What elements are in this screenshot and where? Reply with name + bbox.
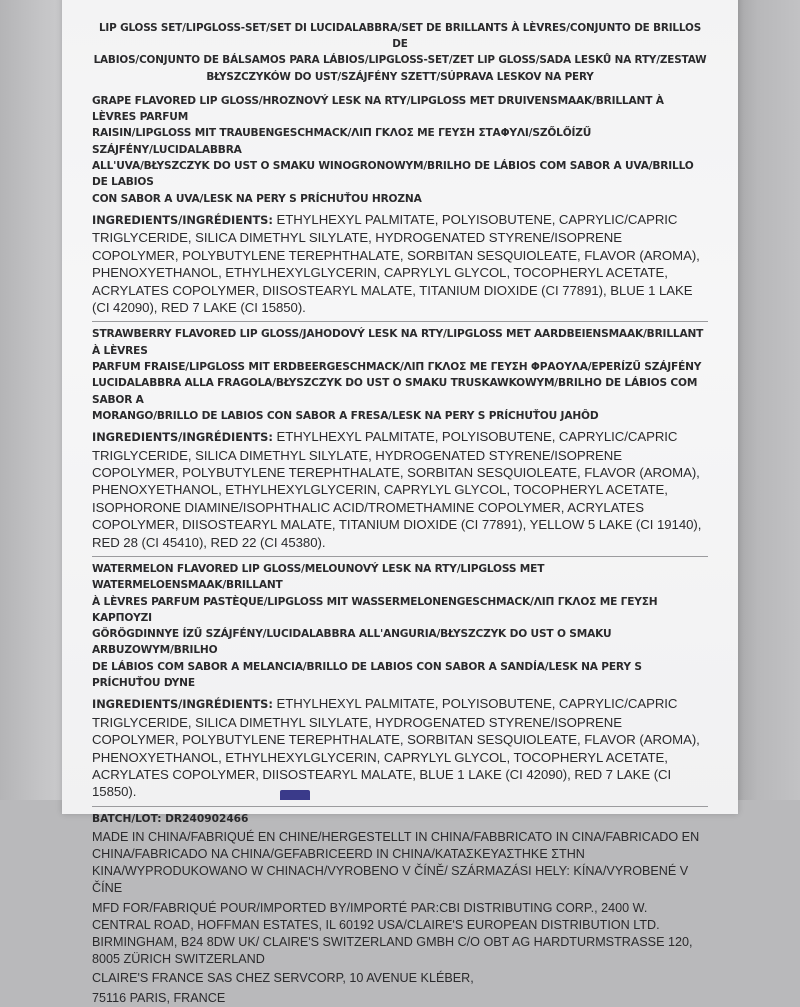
flavor-line: DE LÁBIOS COM SABOR A MELANCIA/BRILLO DE LABIOS CON SABOR A SANDÍA/LESK NA PERY S PRÍCHUŤOU DYNE (92, 660, 642, 690)
section-divider (92, 556, 708, 557)
france-address: CLAIRE'S FRANCE SAS CHEZ SERVCORP, 10 AVENUE KLÉBER, (92, 971, 474, 986)
set-title-line: BŁYSZCZYKÓW DO UST/SZÁJFÉNY SZETT/SÚPRAVA LESKOV NA PERY (206, 70, 594, 83)
strawberry-ingredients (92, 428, 708, 551)
watermelon-flavor-title (92, 561, 708, 691)
ingredients-label: INGREDIENTS/INGRÉDIENTS: (92, 430, 273, 445)
strawberry-section (92, 326, 708, 551)
ingredients-list: ETHYLHEXYL PALMITATE, POLYISOBUTENE, CAPRYLIC/CAPRIC TRIGLYCERIDE, SILICA DIMETHYL SILYLATE, HYDROGENATED STYRENE/ISOPRENE COPOLYMER, POLYBUTYLENE TEREPHTHALATE, SORBITAN SESQUIOLEATE, FLAVOR (AROMA), PHENOXYETHANOL, ETHYLHEXYLGLYCERIN, CAPRYLYL GLYCOL, TOCOPHERYL ACETATE, ACRYLATES COPOLYMER, DIISOSTEARYL MALATE, TITANIUM DIOXIDE (CI 77891), BLUE 1 LAKE (CI 42090), RED 7 LAKE (CI 15850). (92, 211, 700, 315)
importer-statement: MFD FOR/FABRIQUÉ POUR/IMPORTED BY/IMPORTÉ PAR:CBI DISTRIBUTING CORP., 2400 W. CENTRAL ROAD, HOFFMAN ESTATES, IL 60192 USA/CLAIRE'S EUROPEAN DISTRIBUTION LTD. BIRMINGHAM, B24 8DW UK/ CLAIRE'S SWITZERLAND GMBH C/O OBT AG HARDTURMSTRASSE 120, 8005 ZÜRICH SWITZERLAND (92, 900, 693, 967)
flavor-line: WATERMELON FLAVORED LIP GLOSS/MELOUNOVÝ LESK NA RTY/LIPGLOSS MET WATERMELOENSMAAK/BRILLANT (92, 562, 545, 592)
france-city: 75116 PARIS, FRANCE (92, 990, 226, 1005)
watermelon-section (92, 561, 708, 801)
label-text-area (92, 20, 708, 1007)
ingredients-list: ETHYLHEXYL PALMITATE, POLYISOBUTENE, CAPRYLIC/CAPRIC TRIGLYCERIDE, SILICA DIMETHYL SILYLATE, HYDROGENATED STYRENE/ISOPRENE COPOLYMER, POLYBUTYLENE TEREPHTHALATE, SORBITAN SESQUIOLEATE, FLAVOR (AROMA), PHENOXYETHANOL, ETHYLHEXYLGLYCERIN, CAPRYLYL GLYCOL, TOCOPHERYL ACETATE, ISOPHORONE DIAMINE/ISOPHTHALIC ACID/TROMETHAMINE COPOLYMER, ACRYLATES COPOLYMER, DIISOSTEARYL MALATE, TITANIUM DIOXIDE (CI 77891), YELLOW 5 LAKE (CI 19140), RED 28 (CI 45410), RED 22 (CI 45380). (92, 429, 702, 550)
grape-flavor-title (92, 93, 708, 207)
flavor-line: LUCIDALABBRA ALLA FRAGOLA/BŁYSZCZYK DO UST O SMAKU TRUSKAWKOWYM/BRILHO DE LÁBIOS COM SABOR A (92, 377, 698, 406)
ingredients-label: INGREDIENTS/INGRÉDIENTS: (92, 212, 273, 227)
section-divider (92, 321, 708, 322)
set-title (92, 20, 708, 85)
watermelon-ingredients (92, 695, 708, 800)
set-title-line: LABIOS/CONJUNTO DE BÁLSAMOS PARA LÁBIOS/LIPGLOSS-SET/ZET LIP GLOSS/SADA LESKŮ NA RTY/ZESTAW (93, 54, 707, 67)
section-divider (92, 806, 708, 807)
made-in-statement: MADE IN CHINA/FABRIQUÉ EN CHINE/HERGESTELLT IN CHINA/FABBRICATO IN CINA/FABRICADO EN CHINA/FABRICADO NA CHINA/GEFABRICEERD IN CHINA/ΚΑΤΑΣΚΕΥΑΣΤΗΚΕ ΣΤΗΝ ΚΙΝΑ/WYPRODUKOWANO W CHINACH/VYROBENO V ČÍNĚ/ SZÁRMAZÁSI HELY: KÍNA/VYROBENÉ V ČÍNE (92, 829, 700, 896)
flavor-line: PARFUM FRAISE/LIPGLOSS MIT ERDBEERGESCHMACK/ΛΙΠ ΓΚΛΟΣ ΜΕ ΓΕΥΣΗ ΦΡΑΟΥΛΑ/EPERÍZŰ SZÁJFÉNY (92, 360, 702, 373)
flavor-line: RAISIN/LIPGLOSS MIT TRAUBENGESCHMACK/ΛΙΠ ΓΚΛΟΣ ΜΕ ΓΕΥΣΗ ΣΤΑΦΥΛΙ/SZŐLŐÍZŰ SZÁJFÉNY/LUCIDALABBRA (92, 127, 592, 156)
flavor-line: ALL'UVA/BŁYSZCZYK DO UST O SMAKU WINOGRONOWYM/BRILHO DE LÁBIOS COM SABOR A UVA/BRILLO DE LABIOS (92, 160, 694, 189)
flavor-line: GRAPE FLAVORED LIP GLOSS/HROZNOVÝ LESK NA RTY/LIPGLOSS MET DRUIVENSMAAK/BRILLANT À LÈVRES PARFUM (92, 94, 664, 124)
grape-section (92, 93, 708, 317)
flavor-line: STRAWBERRY FLAVORED LIP GLOSS/JAHODOVÝ LESK NA RTY/LIPGLOSS MET AARDBEIENSMAAK/BRILLANT À LÈVRES (92, 328, 704, 357)
background-surface (738, 0, 800, 800)
batch-lot: BATCH/LOT: DR240902466 (92, 812, 249, 825)
flavor-line: À LÈVRES PARFUM PASTÈQUE/LIPGLOSS MIT WASSERMELONENGESCHMACK/ΛΙΠ ΓΚΛΟΣ ΜΕ ΓΕΥΣΗ ΚΑΡΠΟΥΖΙ (92, 595, 658, 624)
ingredients-list: ETHYLHEXYL PALMITATE, POLYISOBUTENE, CAPRYLIC/CAPRIC TRIGLYCERIDE, SILICA DIMETHYL SILYLATE, HYDROGENATED STYRENE/ISOPRENE COPOLYMER, POLYBUTYLENE TEREPHTHALATE, SORBITAN SESQUIOLEATE, FLAVOR (AROMA), PHENOXYETHANOL, ETHYLHEXYLGLYCERIN, CAPRYLYL GLYCOL, TOCOPHERYL ACETATE, ACRYLATES COPOLYMER, DIISOSTEARYL MALATE, BLUE 1 LAKE (CI 42090), RED 7 LAKE (CI 15850). (92, 696, 700, 800)
flavor-line: CON SABOR A UVA/LESK NA PERY S PRÍCHUŤOU HROZNA (92, 192, 422, 205)
ingredients-label: INGREDIENTS/INGRÉDIENTS: (92, 697, 273, 712)
strawberry-flavor-title (92, 326, 708, 424)
set-title-line: LIP GLOSS SET/LIPGLOSS-SET/SET DI LUCIDALABBRA/SET DE BRILLANTS À LÈVRES/CONJUNTO DE BRILLOS DE (98, 22, 702, 51)
grape-ingredients (92, 211, 708, 316)
flavor-line: MORANGO/BRILLO DE LABIOS CON SABOR A FRESA/LESK NA PERY S PRÍCHUŤOU JAHÔD (92, 409, 599, 422)
flavor-line: GÖRÖGDINNYE ÍZŰ SZÁJFÉNY/LUCIDALABBRA ALL'ANGURIA/BŁYSZCZYK DO UST O SMAKU ARBUZOWYM/BRILHO (92, 628, 612, 657)
